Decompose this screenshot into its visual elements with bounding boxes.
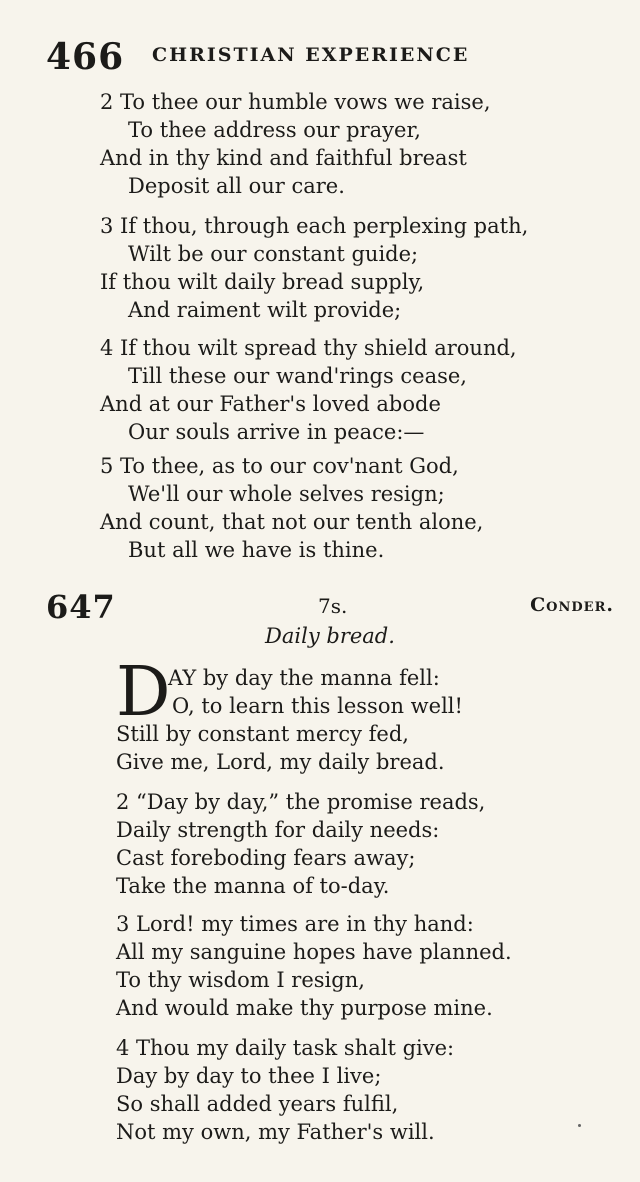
stanza-line: 3 Lord! my times are in thy hand: [116, 912, 474, 936]
stanza-line: And raiment wilt provide; [128, 298, 402, 322]
stanza-line: Day by day to thee I live; [116, 1064, 382, 1088]
stanza-line: We'll our whole selves resign; [128, 482, 445, 506]
stanza-line: Our souls arrive in peace:— [128, 420, 425, 444]
stanza-line: Give me, Lord, my daily bread. [116, 750, 445, 774]
stanza-line: So shall added years fulfil, [116, 1092, 399, 1116]
stanza-line: Wilt be our constant guide; [128, 242, 419, 266]
hymn-meter: 7s. [318, 594, 348, 618]
stanza-line: All my sanguine hopes have planned. [116, 940, 512, 964]
stanza-line: Not my own, my Father's will. [116, 1120, 435, 1144]
stanza-line: And would make thy purpose mine. [116, 996, 493, 1020]
stanza-line: 2 To thee our humble vows we raise, [100, 90, 491, 114]
stanza-line: Deposit all our care. [128, 174, 345, 198]
stanza-line: O, to learn this lesson well! [172, 694, 463, 718]
ink-speck [578, 1124, 581, 1127]
stanza-line: But all we have is thine. [128, 538, 385, 562]
hymn-number: 647 [46, 588, 116, 626]
section-title: CHRISTIAN EXPERIENCE [152, 44, 470, 66]
stanza-line: And in thy kind and faithful breast [100, 146, 467, 170]
hymn-header [46, 588, 614, 628]
stanza-line: To thy wisdom I resign, [116, 968, 365, 992]
stanza-line: And at our Father's loved abode [100, 392, 441, 416]
hymn-subtitle: Daily bread. [265, 624, 395, 648]
stanza-line: AY by day the manna fell: [168, 666, 440, 690]
drop-cap: D [116, 653, 171, 732]
stanza-line: Daily strength for daily needs: [116, 818, 440, 842]
stanza-line: To thee address our prayer, [128, 118, 421, 142]
stanza-line: Still by constant mercy fed, [116, 722, 409, 746]
stanza-line: 3 If thou, through each perplexing path, [100, 214, 529, 238]
page-number: 466 [46, 36, 125, 78]
stanza-line: Cast foreboding fears away; [116, 846, 416, 870]
stanza-line: 2 “Day by day,” the promise reads, [116, 790, 486, 814]
stanza-line: 4 Thou my daily task shalt give: [116, 1036, 455, 1060]
running-head [46, 36, 620, 78]
stanza-line: Take the manna of to-day. [116, 874, 390, 898]
hymn-author: Conder. [530, 594, 614, 616]
stanza-line: 5 To thee, as to our cov'nant God, [100, 454, 459, 478]
stanza-line: And count, that not our tenth alone, [100, 510, 484, 534]
stanza-line: 4 If thou wilt spread thy shield around, [100, 336, 517, 360]
stanza-line: If thou wilt daily bread supply, [100, 270, 425, 294]
stanza-line: Till these our wand'rings cease, [128, 364, 467, 388]
